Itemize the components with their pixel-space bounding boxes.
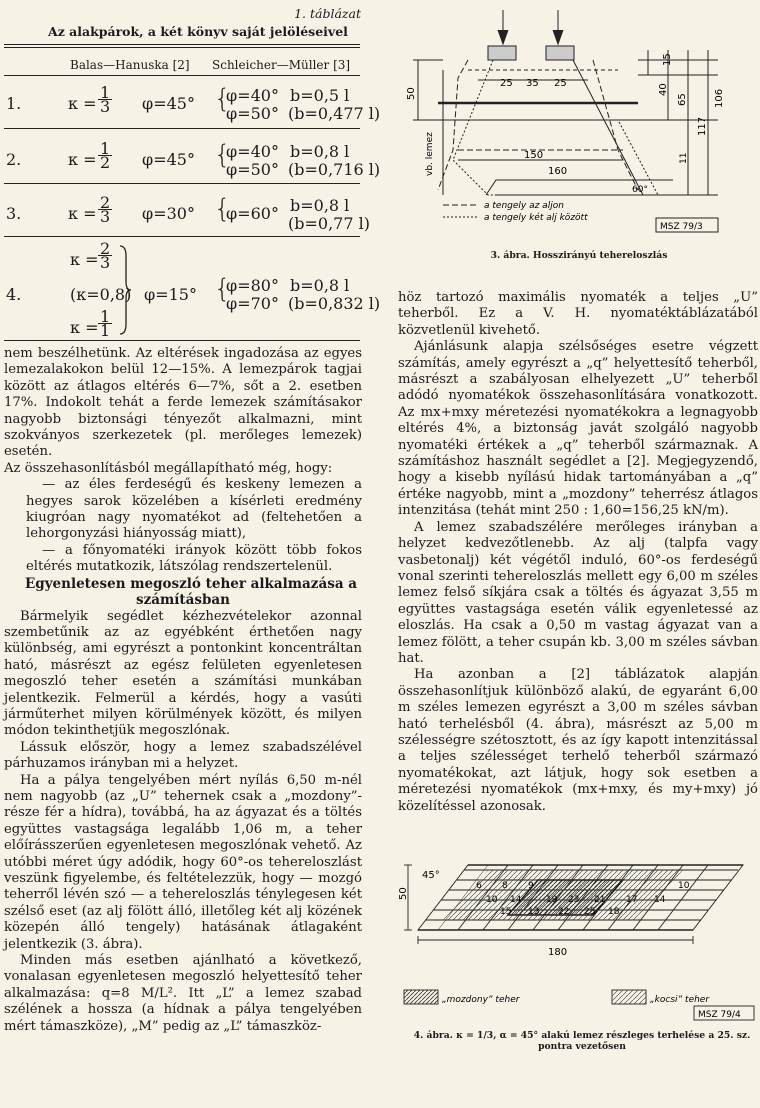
dim-160: 160 [548, 166, 568, 177]
figure-4-caption: 4. ábra. κ = 1/3, α = 45° alakú lemez részleges terhelése a 25. sz. pontra vezetősen [413, 1030, 751, 1052]
figure-4-diagram [398, 860, 760, 1030]
stamp: MSZ 79/3 [660, 222, 703, 232]
svg-text:22: 22 [558, 907, 570, 917]
paragraph: Az összehasonlításból megállapítható még, hogy: [4, 460, 333, 476]
col-header-balas: Balas—Hanuska [2] [70, 58, 190, 72]
dim-40: 40 [658, 83, 669, 96]
dim-117: 117 [697, 116, 708, 136]
svg-text:9: 9 [528, 881, 534, 891]
paragraph: Ajánlásunk alapja szélsőséges esetre végzett számítás, amely egyrészt a „q” helyettesítő teherből, másrészt a szabályosan elhelyezett „U” teherből adódó nyomatékok összehasonlítására vonatkozott. Az mx+mxy méretezési nyomatékokra a legnagyobb eltérés 4%, a biztonság javát szolgáló nagyobb nyomatéki értékek a „q” teherből származnak. A számításhoz használt segédlet a [2]. Megjegyzendő, hogy a kisebb nyílású hidak tartományában a „q” értéke nagyobb, mint a „mozdony” teherrész átlagos intenzitása (tehát mint 250 : 1,60=156,25 kN/m). [398, 339, 758, 519]
legend-axle-between-ties: a tengely két alj között [484, 213, 588, 223]
section-heading: Egyenletesen megoszló teher alkalmazása a számításban [24, 575, 358, 609]
svg-text:13: 13 [528, 907, 540, 917]
svg-text:10: 10 [486, 895, 498, 905]
dim-50: 50 [398, 887, 409, 900]
paragraph: Ha azonban a [2] táblázatok alapján összehasonlítjuk különböző alakú, de egyaránt 6,00 m széles lemezen egyrészt a 3,00 m széles sávban ható terhelésből (4. ábra), másrészt az 5,00 m szélességre szétosztott, és az így kapott intenzitással a teljes szélességet terhelő teherből származó nyomatékokat, azt látjuk, hogy sok esetben a méretezési nyomatékok (mx+mxy, és my+mxy) jó közelítéssel azonosak. [398, 667, 758, 814]
right-column [398, 290, 758, 815]
dim-65: 65 [677, 93, 688, 106]
dim-35: 35 [526, 78, 539, 89]
svg-text:14: 14 [510, 895, 522, 905]
list-item: — az éles ferdeségű és keskeny lemezen a hegyes sarok közelében a kísérleti eredmény kiugróan nagy nyomatékot ad (feltehetően a lehorgonyzási hiányosság miatt), [26, 477, 362, 542]
paragraph: nem beszélhetünk. Az eltérések ingadozása az egyes lemezalakokon belül 12—15%. A lemezpárok tagjai között az átlagos eltérés 6—7%, sőt a 2. esetben 17%. Indokolt tehát a ferde lemezek számításakor nagyobb biztonsági tényezőt alkalmazni, mint szokványos szerkezetek (pl. merőleges lemezek) esetén. [4, 346, 362, 460]
legend-wagon: „kocsi” teher [650, 995, 710, 1005]
svg-text:21: 21 [594, 895, 606, 905]
right-brace-icon [118, 244, 132, 336]
svg-text:23: 23 [568, 895, 580, 905]
col-header-schleicher: Schleicher—Müller [3] [212, 58, 351, 72]
paragraph: Bármelyik segédlet kézhezvételekor azonnal szembetűnik az az egyébként érthetően nagy különbség, ami egyrészt a pontonkint koncentráltan ható, másrészt az egész felületen egyenletesen megoszló teher esetén a számítási munkában jelentkezik. Felmerül a kérdés, hogy a vasúti járműterhet milyen körülmények között, és milyen módon tekinthetjük megoszlónak. [4, 608, 362, 739]
svg-text:15: 15 [500, 907, 512, 917]
paragraph: höz tartozó maximális nyomaték a teljes „U” teherből. Ez a V. H. nyomatéktáblázatából közvetlenül kivehető. [398, 290, 758, 338]
dim-106: 106 [714, 88, 725, 108]
dim-11: 11 [679, 152, 689, 164]
dim-25b: 25 [554, 78, 567, 89]
angle-label: 45° [422, 870, 440, 881]
svg-text:8: 8 [502, 881, 508, 891]
svg-text:19: 19 [546, 895, 558, 905]
dim-50: 50 [406, 87, 417, 100]
svg-text:14: 14 [654, 895, 666, 905]
list-item: — a főnyomatéki irányok között több fokos eltérés mutatkozik, látszólag rendszertelenül. [26, 542, 362, 575]
svg-text:17: 17 [626, 895, 638, 905]
dim-150: 150 [524, 150, 544, 161]
paragraph: Minden más esetben ajánlható a következő, vonalasan egyenletesen megoszló helyettesítő teher alkalmazása: q=8 M/L². Itt „L” a lemez szabad szélének a hossza (a hídnak a pálya tengelyében mért támaszköze), „M” pedig az „L” támaszköz- [4, 953, 362, 1034]
dim-180: 180 [548, 947, 568, 958]
side-label: vb. lemez [425, 132, 435, 176]
svg-text:25: 25 [584, 907, 596, 917]
table-title: Az alakpárok, a két könyv saját jelöléseivel [48, 24, 348, 39]
paragraph: Ha a pálya tengelyében mért nyílás 6,50 m-nél nem nagyobb (az „U” tehernek csak a „mozdony”-része fér a hídra), továbbá, ha az ágyazat és a töltés együttes vastagsága legalább 1,06 m, a teher előírásszerűen egyenletesen megoszlónak vehető. Az utóbbi méret úgy adódik, hogy 60°-os tehereloszlást veszünk figyelembe, és feltételezzük, hogy — mozgó teherről lévén szó — a tehereloszlás ténylegesen két szélső eset (az alj fölött álló, illetőleg két alj közének közepén álló tengely) hatásának átlagaként jelentkezik (3. ábra). [4, 772, 362, 952]
dim-25a: 25 [500, 78, 513, 89]
legend-axle-on-tie: a tengely az aljon [484, 201, 564, 211]
legend-locomotive: „mozdony” teher [442, 995, 520, 1005]
paragraph: Lássuk először, hogy a lemez szabadszélével párhuzamos irányban mi a helyzet. [4, 739, 362, 772]
dim-angle: 60° [632, 185, 648, 195]
figure-3-caption: 3. ábra. Hosszirányú tehereloszlás [490, 250, 668, 261]
table-number: 1. táblázat [294, 6, 361, 21]
table-rule-top [4, 44, 360, 45]
dim-15: 15 [662, 53, 673, 66]
svg-text:18: 18 [608, 907, 620, 917]
svg-text:10: 10 [678, 881, 690, 891]
figure-3-diagram [398, 0, 760, 248]
left-column [4, 346, 362, 1035]
svg-text:6: 6 [476, 881, 482, 891]
stamp: MSZ 79/4 [698, 1010, 741, 1020]
paragraph: A lemez szabadszélére merőleges irányban a helyzet kedvezőtlenebb. Az alj (talpfa vagy vasbetonalj) két végétől induló, 60°-os ferdeségű vonal szerinti tehereloszlás mellett egy 6,00 m széles lemez felső síkjára csak a töltés és ágyazat 3,55 m együttes vastagsága esetén válik egyenletessé az eloszlás. Ha csak a 0,50 m vastag ágyazat van a lemez fölött, a teher csupán kb. 3,00 m széles sávban hat. [398, 519, 758, 666]
